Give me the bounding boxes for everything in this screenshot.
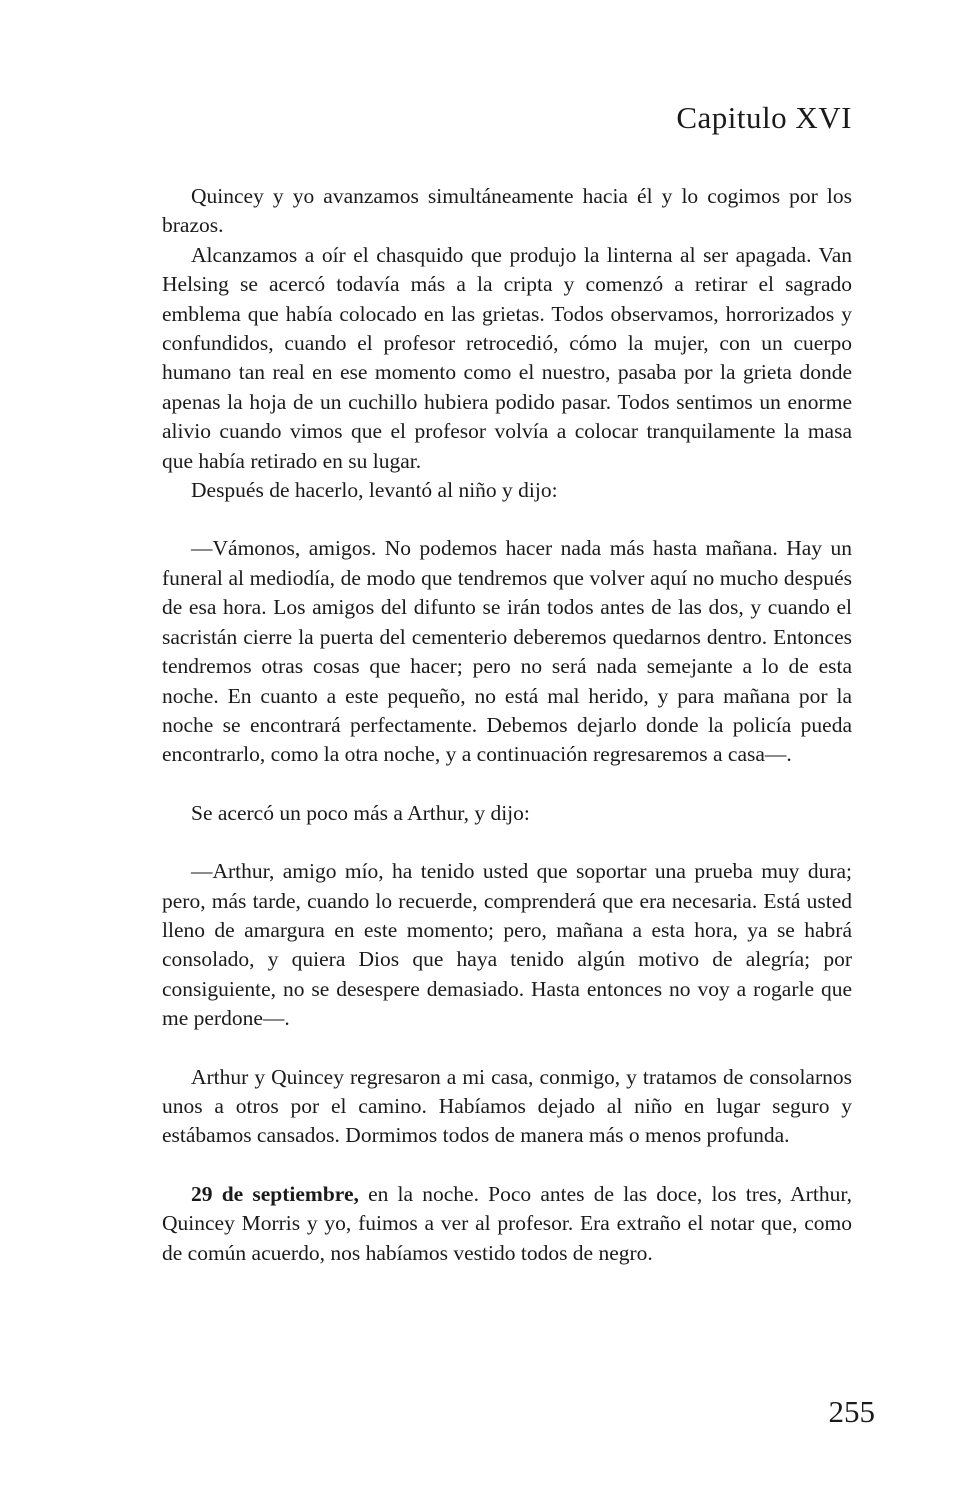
- paragraph: Después de hacerlo, levantó al niño y dijo:: [191, 478, 558, 503]
- paragraph: Se acercó un poco más a Arthur, y dijo:: [191, 800, 530, 825]
- paragraph: Arthur y Quincey regresaron a mi casa, conmigo, y tratamos de consolarnos unos a otros por el camino. Habíamos dejado al niño en lugar seguro y estábamos cansados. Dormimos todos de manera más o menos profunda.: [162, 1064, 852, 1148]
- diary-date: 29 de septiembre,: [191, 1181, 359, 1206]
- body-text: [162, 182, 852, 1268]
- dialogue-paragraph: —Vámonos, amigos. No podemos hacer nada más hasta mañana. Hay un funeral al mediodía, de modo que tendremos que volver aquí no mucho después de esa hora. Los amigos del difunto se irán todos antes de las dos, y cuando el sacristán cierre la puerta del cementerio deberemos quedarnos dentro. Entonces tendremos otras cosas que hacer; pero no será nada semejante a lo de esta noche. En cuanto a este pequeño, no está mal herido, y para mañana por la noche se encontrará perfectamente. Debemos dejarlo donde la policía pueda encontrarlo, como la otra noche, y a continuación regresaremos a casa—.: [162, 536, 852, 767]
- paragraph: Quincey y yo avanzamos simultáneamente hacia él y lo cogimos por los brazos.: [162, 184, 852, 238]
- chapter-title: Capitulo XVI: [676, 100, 852, 135]
- diary-entry-text: en la noche. Poco antes de las doce, los tres, Arthur, Quincey Morris y yo, fuimos a ver al profesor. Era extraño el notar que, como de común acuerdo, nos habíamos vestido todos de negro.: [162, 1181, 852, 1265]
- paragraph: Alcanzamos a oír el chasquido que produjo la linterna al ser apagada. Van Helsing se acercó todavía más a la cripta y comenzó a retirar el sagrado emblema que había colocado en las grietas. Todos observamos, horrorizados y confundidos, cuando el profesor retrocedió, cómo la mujer, con un cuerpo humano tan real en ese momento como el nuestro, pasaba por la grieta donde apenas la hoja de un cuchillo hubiera podido pasar. Todos sentimos un enorme alivio cuando vimos que el profesor volvía a colocar tranquilamente la masa que había retirado en su lugar.: [162, 242, 852, 473]
- dialogue-paragraph: —Arthur, amigo mío, ha tenido usted que soportar una prueba muy dura; pero, más tarde, cuando lo recuerde, comprenderá que era necesaria. Está usted lleno de amargura en este momento; pero, mañana a esta hora, ya se habrá consolado, y quiera Dios que haya tenido algún motivo de alegría; por consiguiente, no se desespere demasiado. Hasta entonces no voy a rogarle que me perdone—.: [162, 859, 852, 1031]
- diary-entry-paragraph: [162, 1180, 852, 1268]
- page-number: 255: [828, 1394, 875, 1429]
